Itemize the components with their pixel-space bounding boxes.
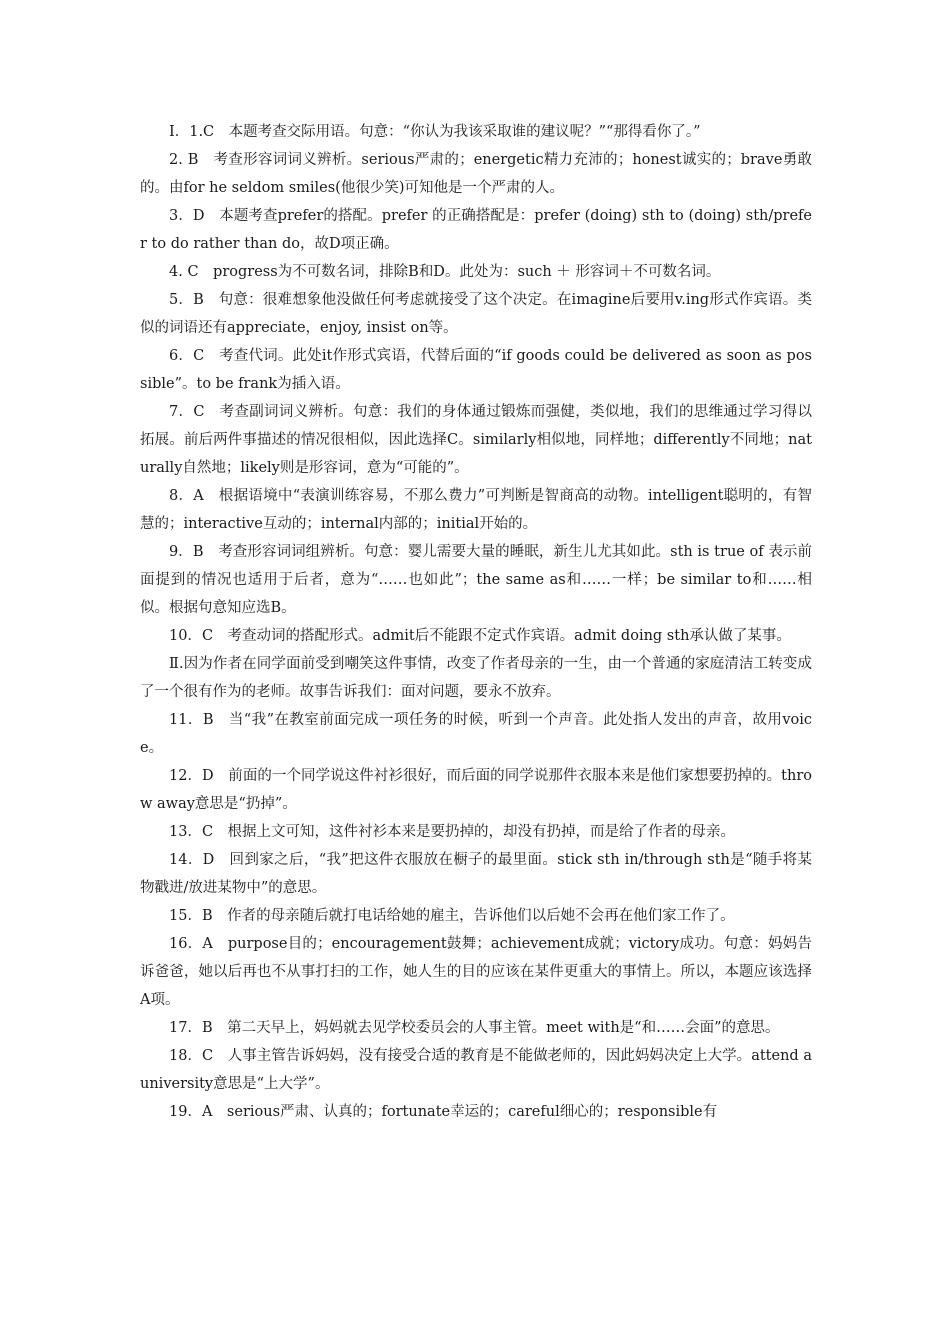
- answer-paragraph: 9．B 考查形容词词组辨析。句意：婴儿需要大量的睡眠，新生儿尤其如此。sth is true of 表示前面提到的情况也适用于后者，意为“……也如此”；the same as和……一样；be similar to和……相似。根据句意知应选B。: [140, 544, 812, 616]
- answer-paragraph: 16．A purpose目的；encouragement鼓舞；achievement成就；victory成功。句意：妈妈告诉爸爸，她以后再也不从事打扫的工作，她人生的目的应该在某件更重大的事情上。所以，本题应该选择A项。: [140, 936, 812, 1008]
- answer-paragraph: 18．C 人事主管告诉妈妈，没有接受合适的教育是不能做老师的，因此妈妈决定上大学。attend a university意思是“上大学”。: [140, 1048, 812, 1092]
- answer-paragraph: 5．B 句意：很难想象他没做任何考虑就接受了这个决定。在imagine后要用v.ing形式作宾语。类似的词语还有appreciate，enjoy, insist on等。: [140, 292, 812, 336]
- answer-paragraph: 14．D 回到家之后，“我”把这件衣服放在橱子的最里面。stick sth in/through sth是“随手将某物戳进/放进某物中”的意思。: [140, 852, 812, 896]
- answer-paragraph: 17．B 第二天早上，妈妈就去见学校委员会的人事主管。meet with是“和……会面”的意思。: [169, 1020, 780, 1036]
- answer-paragraph: 8．A 根据语境中“表演训练容易，不那么费力”可判断是智商高的动物。intelligent聪明的，有智慧的；interactive互动的；internal内部的；initial开始的。: [140, 488, 812, 532]
- answer-key-document: [140, 118, 812, 1126]
- answer-paragraph: 3．D 本题考查prefer的搭配。prefer 的正确搭配是：prefer (doing) sth to (doing) sth/prefer to do rather than do，故D项正确。: [140, 208, 812, 252]
- answer-paragraph: 2. B 考查形容词词义辨析。serious严肃的；energetic精力充沛的；honest诚实的；brave勇敢的。由for he seldom smiles(他很少笑)可知他是一个严肃的人。: [140, 152, 812, 196]
- answer-paragraph: Ⅰ．1.C 本题考查交际用语。句意：“你认为我该采取谁的建议呢？”“那得看你了。”: [169, 124, 701, 140]
- answer-paragraph: 11．B 当“我”在教室前面完成一项任务的时候，听到一个声音。此处指人发出的声音，故用voice。: [140, 712, 812, 756]
- answer-paragraph: 7．C 考查副词词义辨析。句意：我们的身体通过锻炼而强健，类似地，我们的思维通过学习得以拓展。前后两件事描述的情况很相似，因此选择C。similarly相似地，同样地；differently不同地；naturally自然地；likely则是形容词，意为“可能的”。: [140, 404, 812, 476]
- answer-paragraph: 10．C 考查动词的搭配形式。admit后不能跟不定式作宾语。admit doing sth承认做了某事。: [169, 628, 791, 644]
- section-summary-paragraph: Ⅱ.因为作者在同学面前受到嘲笑这件事情，改变了作者母亲的一生，由一个普通的家庭清洁工转变成了一个很有作为的老师。故事告诉我们：面对问题，要永不放弃。: [140, 656, 812, 700]
- answer-paragraph: 13．C 根据上文可知，这件衬衫本来是要扔掉的，却没有扔掉，而是给了作者的母亲。: [169, 824, 736, 840]
- answer-paragraph: 4. C progress为不可数名词，排除B和D。此处为：such ＋ 形容词＋不可数名词。: [169, 264, 721, 280]
- answer-paragraph: 19．A serious严肃、认真的；fortunate幸运的；careful细心的；responsible有: [169, 1104, 718, 1120]
- answer-paragraph: 12．D 前面的一个同学说这件衬衫很好，而后面的同学说那件衣服本来是他们家想要扔掉的。throw away意思是“扔掉”。: [140, 768, 812, 812]
- answer-paragraph: 15．B 作者的母亲随后就打电话给她的雇主，告诉他们以后她不会再在他们家工作了。: [169, 908, 735, 924]
- answer-paragraph: 6．C 考查代词。此处it作形式宾语，代替后面的“if goods could be delivered as soon as possible”。to be frank为插入语。: [140, 348, 812, 392]
